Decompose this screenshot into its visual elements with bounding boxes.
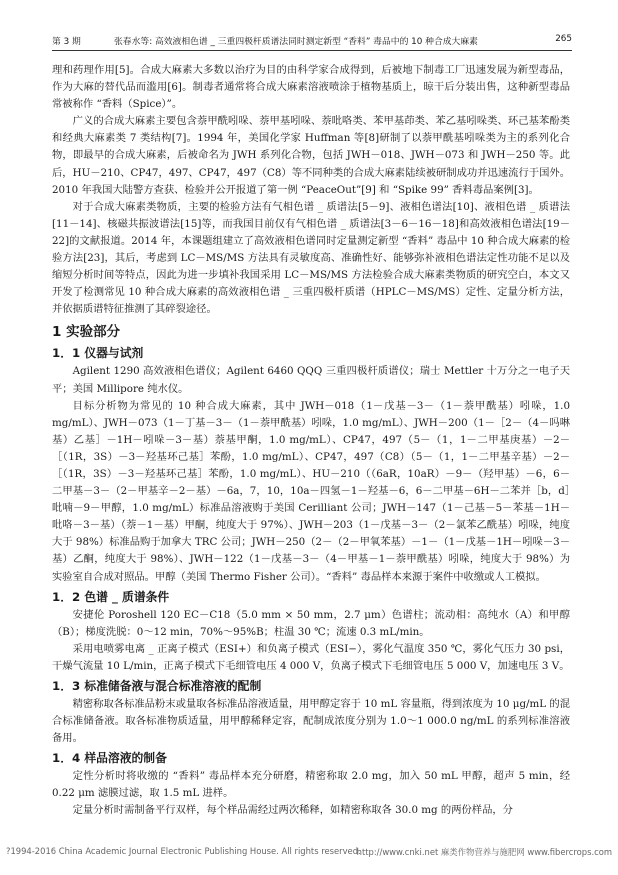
article-body	[52, 62, 570, 820]
paragraph-quantitative-prep: 定量分析时需制备平行双样，每个样品需经过两次稀释，如精密称取各 30.0 mg 的两份样品，分	[72, 804, 513, 817]
paragraph-methods-review: 对于合成大麻素类物质，主要的检验方法有气相色谱 _ 质谱法[5－9]、液相色谱法[10]、液相色谱 _ 质谱法[11－14]、核磁共振波谱法[15]等，而我国目前仅有气相色谱 _ 质谱法[3－6－16－18]和高效液相色谱法[19－22]的文献报道。2014 年，本课题组建立了高效液相色谱同时定量测定新型 “香料” 毒品中 10 种合成大麻素的检验方法[23]，其后，考虑到 LC－MS/MS 方法具有灵敏度高、准确性好、能够弥补液相色谱法定性功能不足以及缩短分析时间等特点，因此为进一步填补我国采用 LC－MS/MS 方法检验合成大麻素类物质的研究空白，本文又开发了检测常见 10 种合成大麻素的高效液相色谱 _ 三重四极杆质谱（HPLC－MS/MS）定性、定量分析方法，并依据质谱特征推测了其碎裂途径。	[52, 200, 570, 316]
header-rule	[52, 50, 572, 51]
running-header	[52, 34, 572, 50]
issue-number: 第 3 期	[52, 37, 81, 47]
page-number: 265	[555, 34, 572, 44]
paragraph-analytes: 目标分析物为常见的 10 种合成大麻素，其中 JWH－018（1－戊基－3－（1－萘甲酰基）吲哚，1.0 mg/mL）、JWH－073（1－丁基－3－（1－萘甲酰基）吲哚，1.0 mg/mL）、JWH－200（1－［2－（4－吗啉基）乙基］－1H－吲哚－3－基）萘基甲酮，1.0 mg/mL）、CP47，497（5－（1，1－二甲基庚基）－2－［（1R，3S）－3－羟基环己基］苯酚，1.0 mg/mL）、CP47，497（C8）（5－（1，1－二甲基辛基）－2－［（1R，3S）－3－羟基环己基］苯酚，1.0 mg/mL）、HU－210（（6aR，10aR）－9－（羟甲基）－6，6－二甲基－3－（2－甲基辛－2－基）－6a，7，10，10a－四氢－1－羟基－6，6－二甲基－6H－二苯并［b，d］吡喃－9－甲醇，1.0 mg/mL）标准品溶液购于美国 Cerilliant 公司；JWH－147（1－己基－5－苯基－1H－吡咯－3－基）（萘－1－基）甲酮，纯度大于 97%）、JWH－203（1－戊基－3－（2－氯苯乙酰基）吲哚，纯度大于 98%）标准品购于加拿大 TRC 公司；JWH－250（2－（2－甲氧苯基）－1－（1－戊基－1H－吲哚－3－基）乙酮，纯度大于 98%）、JWH－122（1－戊基－3－（4－甲基－1－萘甲酰基）吲哚，纯度大于 98%）为实验室自合成对照品。甲醇（美国 Thermo Fisher 公司）。“香料” 毒品样本来源于案件中收缴或人工模拟。	[52, 399, 570, 583]
paragraph-standards: 精密称取各标准品粉末或量取各标准品溶液适量，用甲醇定容于 10 mL 容量瓶，得到浓度为 10 μg/mL 的混合标准储备液。取各标准物质适量，用甲醇稀释定容，配制成浓度分别为 1.0～1 000.0 ng/mL 的系列标准溶液备用。	[52, 698, 570, 745]
copyright-footer	[6, 846, 612, 862]
subsection-heading-standards: 1．3 标准储备液与混合标准溶液的配制	[52, 679, 262, 693]
running-title: 张春水等: 高效液相色谱 _ 三重四极杆质谱法同时测定新型 “香料” 毒品中的 10 种合成大麻素	[114, 37, 478, 47]
paragraph-instruments: Agilent 1290 高效液相色谱仪；Agilent 6460 QQQ 三重四极杆质谱仪；瑞士 Mettler 十万分之一电子天平；美国 Millipore 纯水仪。	[52, 365, 570, 395]
subsection-heading-sample-prep: 1．4 样品溶液的制备	[52, 751, 167, 766]
subsection-heading-instruments: 1．1 仪器与试剂	[52, 346, 144, 361]
paragraph-ms-conditions: 采用电喷雾电离 _ 正离子模式（ESI+）和负离子模式（ESI−），雾化气温度 350 ℃，雾化气压力 30 psi，干燥气流量 10 L/min，正离子模式下毛细管电压 4 000 V，负离子模式下毛细管电压 5 000 V，加速电压 3 V。	[52, 642, 570, 672]
footer-url: http://www.cnki.net 麻类作物营养与施肥网 www.fibercrops.com	[356, 847, 612, 857]
section-heading-experimental: 1 实验部分	[52, 324, 121, 341]
subsection-heading-lcms-conditions: 1．2 色谱 _ 质谱条件	[52, 589, 170, 604]
paragraph-qualitative-prep: 定性分析时将收缴的 “香料” 毒品样本充分研磨，精密称取 2.0 mg，加入 50 mL 甲醇，超声 5 min，经 0.22 μm 滤膜过滤，取 1.5 mL 进样。	[52, 770, 570, 800]
paragraph-chromatography: 安捷伦 Poroshell 120 EC－C18（5.0 mm × 50 mm，2.7 μm）色谱柱；流动相：高纯水（A）和甲醇（B）；梯度洗脱：0～12 min，70%～95%B；柱温 30 ℃；流速 0.3 mL/min。	[52, 608, 570, 638]
paragraph-intro-continued: 理和药理作用[5]。合成大麻素大多数以治疗为目的由科学家合成得到，后被地下制毒工厂迅速发展为新型毒品，作为大麻的替代品而滥用[6]。制毒者通常将合成大麻素溶液喷涂于植物基质上，晾干后分装出售，这种新型毒品常被称作 “香料（Spice）”。	[52, 64, 570, 111]
copyright-text: ?1994-2016 China Academic Journal Electronic Publishing House. All rights reserved.	[6, 846, 361, 856]
paragraph-classification: 广义的合成大麻素主要包含萘甲酰吲哚、萘甲基吲哚、萘吡咯类、苯甲基茚类、苯乙基吲哚类、环己基苯酚类和经典大麻素类 7 类结构[7]。1994 年，美国化学家 Huffman 等[8]研制了以萘甲酰基吲哚类为主的系列化合物，即最早的合成大麻素，后被命名为 JWH 系列化合物，包括 JWH－018、JWH－073 和 JWH－250 等。此后，HU－210、CP47，497、CP47，497（C8）等不同种类的合成大麻素陆续被研制成功并迅速流行于国外。2010 年我国大陆警方查获、检验并公开报道了第一例 “PeaceOut”[9] 和 “Spike 99” 香料毒品案例[3]。	[52, 115, 570, 196]
